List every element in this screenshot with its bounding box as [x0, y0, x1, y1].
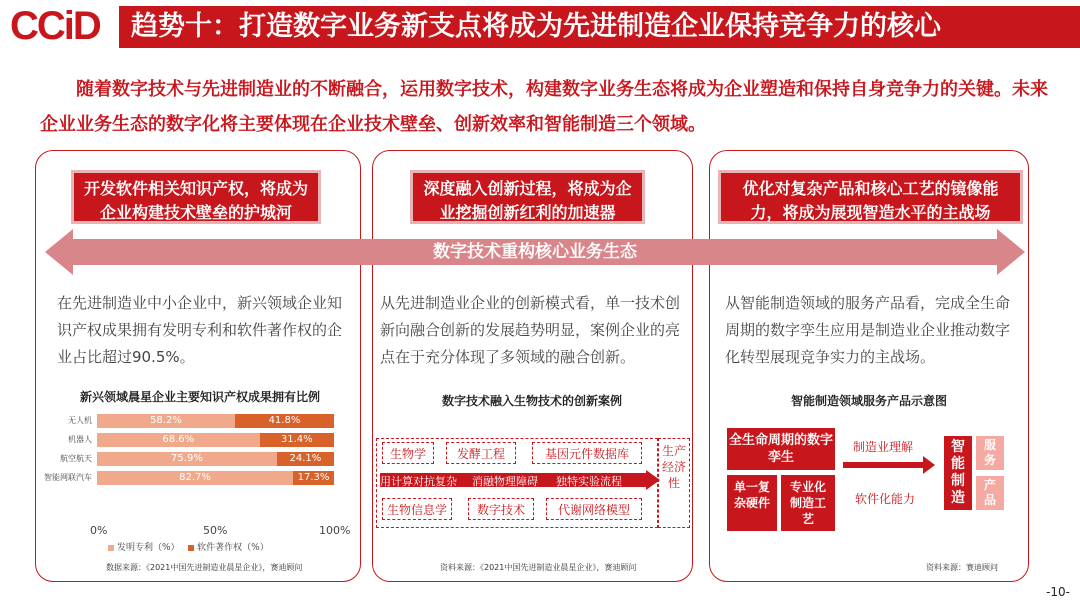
panel-2-header: 深度融入创新过程，将成为企业挖掘创新红利的加速器 — [410, 170, 645, 224]
smart-diagram-title: 智能制造领域服务产品示意图 — [790, 394, 947, 408]
legend-swatch-software — [188, 545, 194, 551]
panel-2-source: 资料来源：《2021中国先进制造业晨星企业》，赛迪顾问 — [440, 563, 637, 572]
panel-1-text: 在先进制造业中小企业中，新兴领域企业知识产权成果拥有发明专利和软件著作权的企业占比超过90.5%。 — [57, 294, 343, 366]
double-arrow-banner — [45, 229, 1025, 275]
ccid-logo: CCiD — [10, 4, 100, 48]
smart-manufacturing-core: 智能制造 — [944, 436, 972, 510]
arrow-item-1: 用计算对抗复杂 — [380, 475, 457, 488]
panel-3-text: 从智能制造领域的服务产品看，完成全生命周期的数字孪生应用是制造业企业推动数字化转型展现竞争实力的主战场。 — [725, 294, 1011, 366]
x-tick-100: 100% — [319, 524, 351, 537]
panel-3-header: 优化对复杂产品和核心工艺的镜像能力，将成为展现智造水平的主战场 — [718, 170, 1023, 224]
bar-segment-patent: 75.9% — [97, 452, 277, 466]
complex-hardware-box: 单一复杂硬件 — [727, 475, 777, 531]
bar-segment-software: 24.1% — [277, 452, 334, 466]
arrow-item-3: 独特实验流程 — [556, 475, 622, 488]
bar-category-label: 无人机 — [68, 416, 92, 425]
flow-label-understanding: 制造业理解 — [853, 440, 914, 454]
arrow-item-2: 消融物理障碍 — [472, 475, 538, 488]
flow-arrow — [843, 455, 935, 475]
tag-bioinformatics: 生物信息学 — [382, 498, 452, 520]
page-title: 趋势十：打造数字业务新支点将成为先进制造企业保持竞争力的核心 — [119, 6, 1080, 48]
legend-software: 软件著作权（%） — [197, 543, 269, 553]
bar-segment-software: 31.4% — [260, 433, 334, 447]
bar-row — [40, 452, 340, 466]
bar-segment-patent: 82.7% — [97, 471, 293, 485]
bar-category-label: 智能网联汽车 — [44, 473, 92, 482]
intro-paragraph: 随着数字技术与先进制造业的不断融合，运用数字技术，构建数字业务生态将成为企业塑造和保持自身竞争力的关键。未来企业业务生态的数字化将主要体现在企业技术壁垒、创新效率和智能制造三个领域。 — [40, 79, 1048, 135]
chart-legend — [108, 540, 269, 553]
bar-category-label: 机器人 — [68, 435, 92, 444]
panel-3-source: 资料来源：赛迪顾问 — [926, 563, 998, 572]
arrow-label: 数字技术重构核心业务生态 — [433, 242, 637, 262]
digital-twin-box: 全生命周期的数字孪生 — [727, 428, 835, 470]
service-box: 服务 — [976, 436, 1004, 470]
process-box: 专业化制造工艺 — [781, 475, 835, 531]
bar-row — [40, 471, 340, 485]
legend-patent: 发明专利（%） — [117, 543, 180, 553]
panel-1-header: 开发软件相关知识产权，将成为企业构建技术壁垒的护城河 — [71, 170, 321, 224]
tag-metabolic-model: 代谢网络模型 — [546, 498, 642, 520]
panel-1-source: 数据来源：《2021中国先进制造业晨星企业》，赛迪顾问 — [106, 563, 303, 572]
x-tick-0: 0% — [90, 524, 108, 537]
bar-row — [40, 414, 340, 428]
tag-biology: 生物学 — [382, 442, 434, 464]
x-tick-50: 50% — [203, 524, 228, 537]
bar-segment-software: 41.8% — [235, 414, 334, 428]
flow-label-software: 软件化能力 — [855, 492, 916, 506]
product-box: 产品 — [976, 476, 1004, 510]
tag-fermentation: 发酵工程 — [446, 442, 516, 464]
tag-digital-tech: 数字技术 — [468, 498, 534, 520]
bar-segment-software: 17.3% — [293, 471, 334, 485]
bio-diagram-title: 数字技术融入生物技术的创新案例 — [441, 394, 622, 408]
bar-segment-patent: 58.2% — [97, 414, 235, 428]
bar-category-label: 航空航天 — [60, 454, 92, 463]
bar-segment-patent: 68.6% — [97, 433, 260, 447]
legend-swatch-patent — [108, 545, 114, 551]
chart-title: 新兴领域晨星企业主要知识产权成果拥有比例 — [79, 390, 320, 404]
production-economy-box: 生产经济性 — [658, 438, 690, 528]
bar-row — [40, 433, 340, 447]
page-number: -10- — [1046, 585, 1070, 599]
tag-gene-database: 基因元件数据库 — [532, 442, 642, 464]
panel-2-text: 从先进制造业企业的创新模式看，单一技术创新向融合创新的发展趋势明显，案例企业的亮点在于充分体现了多领域的融合创新。 — [380, 294, 681, 366]
